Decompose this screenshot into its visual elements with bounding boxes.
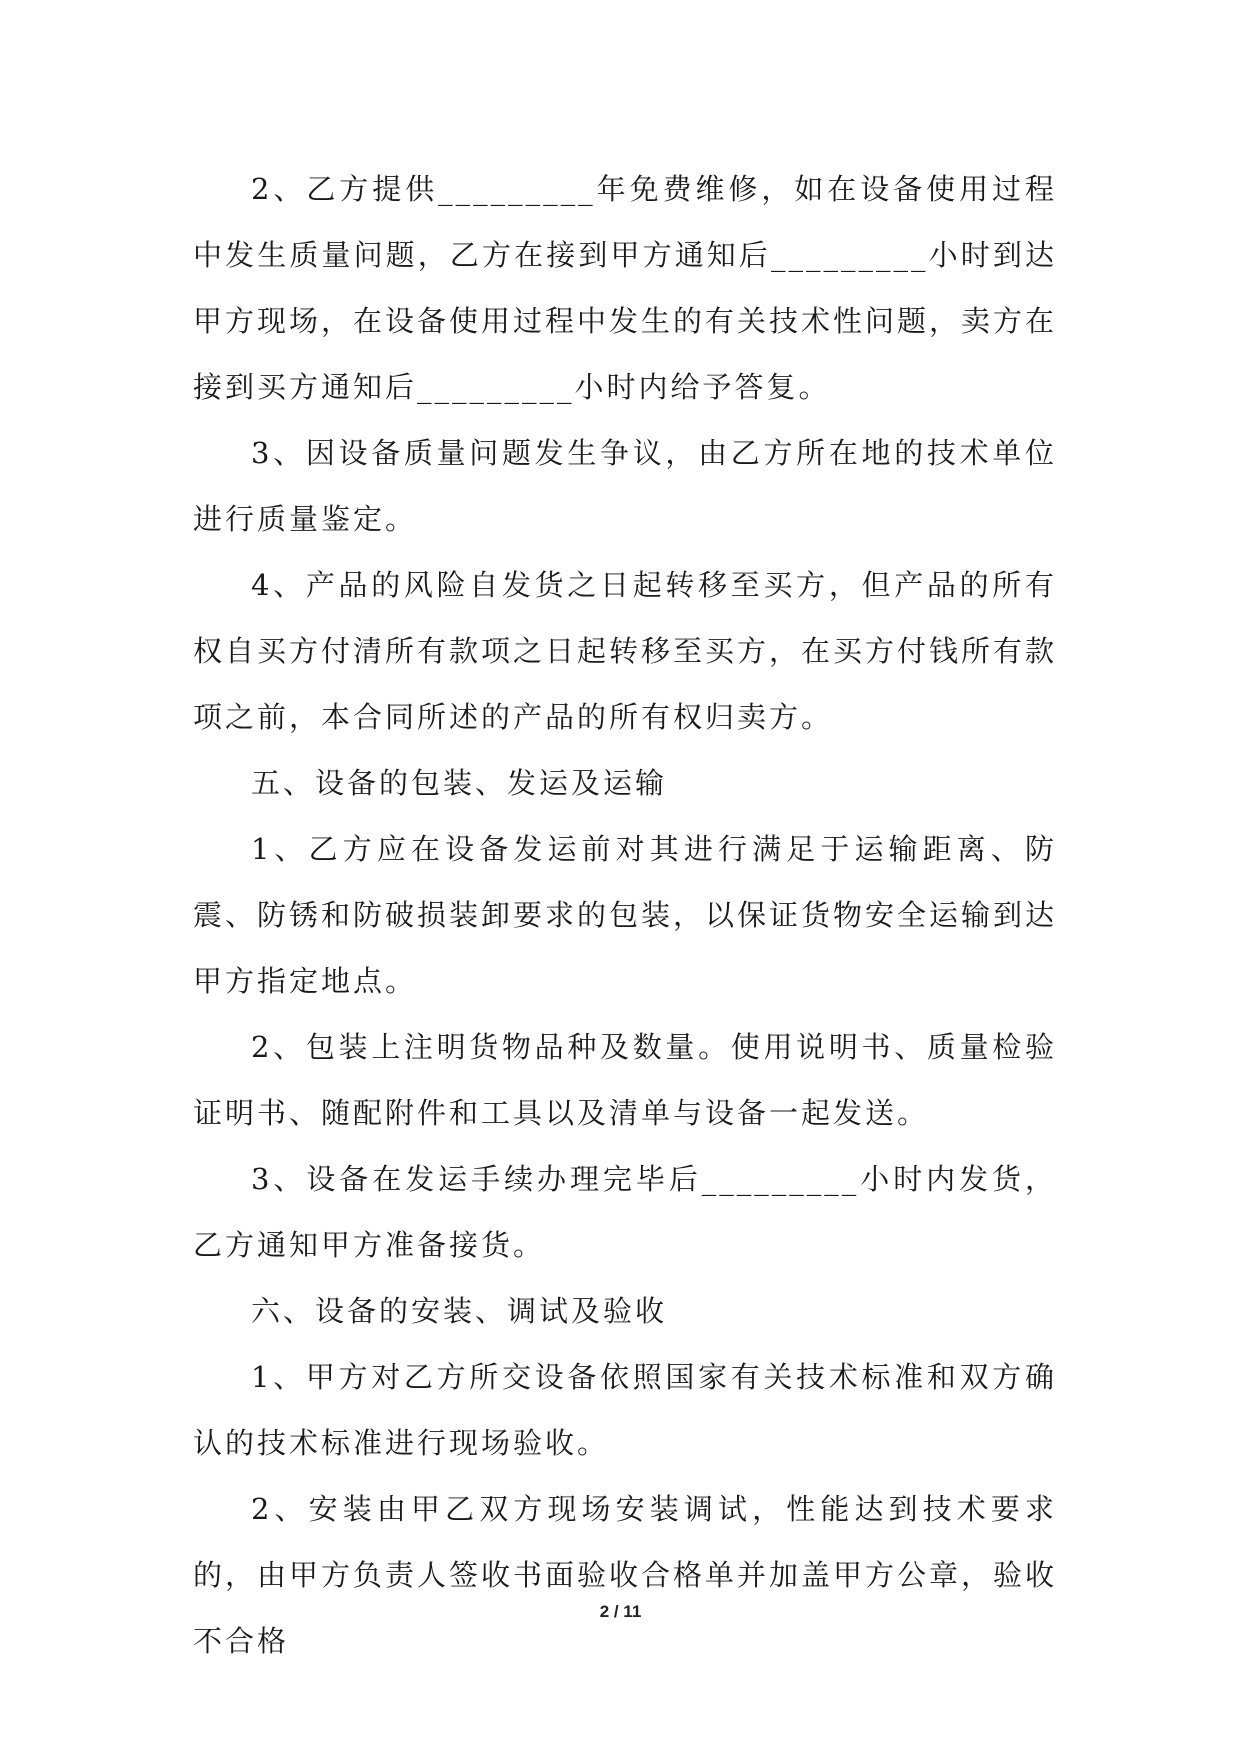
page-number: 2 / 11 xyxy=(599,1602,642,1621)
section-heading-installation: 六、设备的安装、调试及验收 xyxy=(251,1294,668,1328)
paragraph-warranty-repair: 2、乙方提供_________年免费维修，如在设备使用过程中发生质量问题，乙方在接到甲方通知后_________小时到达甲方现场，在设备使用过程中发生的有关技术性问题，卖方在接到买方通知后_________小时内给予答复。 xyxy=(193,172,1058,404)
paragraph-onsite-acceptance: 1、甲方对乙方所交设备依照国家有关技术标准和双方确认的技术标准进行现场验收。 xyxy=(193,1360,1057,1460)
section-heading-packaging: 五、设备的包装、发运及运输 xyxy=(251,766,668,800)
paragraph-shipping-time: 3、设备在发运手续办理完毕后_________小时内发货，乙方通知甲方准备接货。 xyxy=(193,1162,1057,1262)
paragraph-packaging-requirements: 1、乙方应在设备发运前对其进行满足于运输距离、防震、防锈和防破损装卸要求的包装，以保证货物安全运输到达甲方指定地点。 xyxy=(193,832,1058,998)
paragraph-packaging-labels: 2、包装上注明货物品种及数量。使用说明书、质量检验证明书、随配附件和工具以及清单与设备一起发送。 xyxy=(193,1030,1057,1130)
paragraph-installation-acceptance: 2、安装由甲乙双方现场安装调试，性能达到技术要求的，由甲方负责人签收书面验收合格单并加盖甲方公章，验收不合格 xyxy=(193,1492,1058,1658)
document-body xyxy=(193,156,1057,1674)
paragraph-quality-dispute: 3、因设备质量问题发生争议，由乙方所在地的技术单位进行质量鉴定。 xyxy=(193,436,1057,536)
paragraph-risk-ownership: 4、产品的风险自发货之日起转移至买方，但产品的所有权自买方付清所有款项之日起转移至买方，在买方付钱所有款项之前，本合同所述的产品的所有权归卖方。 xyxy=(193,568,1058,734)
